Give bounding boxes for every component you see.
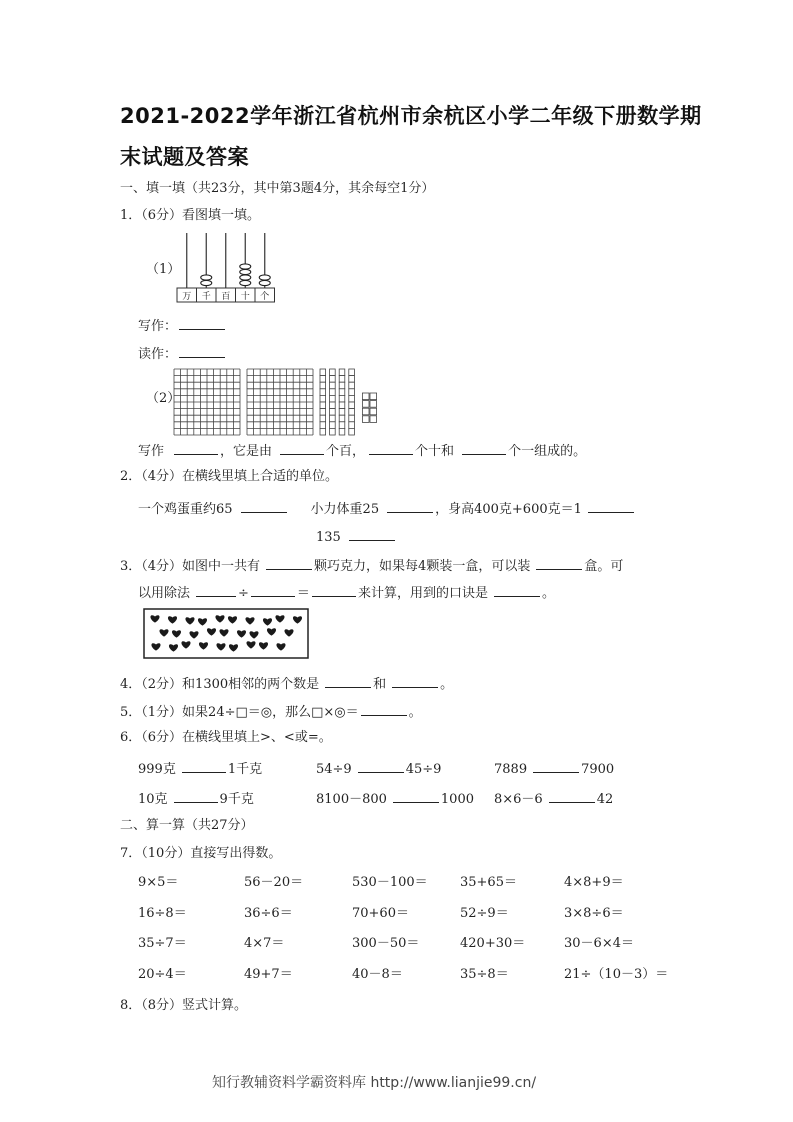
abacus-bead [240,269,251,274]
q3-text: 来计算，用到的口诀是 [357,586,488,601]
answer-blank[interactable] [588,499,634,513]
q6-row1-item1 [138,759,262,778]
unit-cube [362,393,369,400]
q5-text: 。 [408,705,422,720]
answer-blank[interactable] [387,499,433,513]
answer-blank[interactable] [174,789,218,803]
abacus-place-label: 十 [240,292,250,302]
q3-text: ＝ [296,586,310,601]
calc-item: 4×7＝ [244,936,285,951]
answer-blank[interactable] [325,674,371,688]
compare-right: 42 [596,792,614,807]
answer-blank[interactable] [241,499,287,513]
abacus-bead [240,275,251,280]
abacus-bead [201,280,212,285]
answer-blank[interactable] [361,702,407,716]
q1-part1-label: （1） [146,262,181,277]
q1-line-text: 写作 [138,444,165,459]
section2-heading: 二、算一算（共27分） [120,818,254,833]
compare-right: 7900 [581,762,615,777]
base-ten-blocks-figure [174,368,374,428]
answer-blank[interactable] [174,441,218,455]
calc-item: 4×8+9＝ [564,875,624,890]
abacus-place-label: 千 [201,292,211,302]
calc-item: 3×8÷6＝ [564,906,624,921]
answer-blank[interactable] [196,583,236,597]
calc-item: 21÷（10－3）＝ [564,967,669,982]
q6-row2-item3 [494,789,613,808]
q4-text: 4．（2分）和1300相邻的两个数是 [120,677,320,692]
calc-item: 300－50＝ [352,936,420,951]
answer-blank[interactable] [179,316,225,330]
calc-item: 35÷7＝ [138,936,187,951]
q7-stem: 7．（10分）直接写出得数。 [120,846,282,861]
unit-cube [362,416,369,423]
q6-row1-item3 [494,759,614,778]
calc-item: 20÷4＝ [138,967,187,982]
q2-line1 [138,499,636,518]
q6-row1-item2 [316,759,441,778]
calc-item: 35÷8＝ [460,967,509,982]
calc-item: 52÷9＝ [460,906,509,921]
q6-stem: 6．（6分）在横线里填上>、<或=。 [120,730,332,745]
footer-watermark: 知行教辅资料学霸资料库 http://www.lianjie99.cn/ [212,1075,537,1091]
answer-blank[interactable] [349,527,395,541]
q1-write-row [138,316,227,335]
q2-text: 一个鸡蛋重约65 [138,502,233,517]
ten-rod [349,369,355,435]
q1-fill-line [138,441,586,460]
q4-line [120,674,453,693]
q1-part2-label: （2） [146,391,181,406]
section1-heading: 一、填一填（共23分，其中第3题4分，其余每空1分） [120,181,435,196]
q8-stem: 8．（8分）竖式计算。 [120,998,248,1013]
q6-row2-item1 [138,789,254,808]
calc-item: 420+30＝ [460,936,526,951]
hundred-block [247,369,313,435]
calc-item: 40－8＝ [352,967,403,982]
answer-blank[interactable] [392,674,438,688]
answer-blank[interactable] [251,583,295,597]
q3-text: 颗巧克力，如果每4颗装一盒，可以装 [314,559,531,574]
compare-left: 54÷9 [316,762,352,777]
page-title-line2: 末试题及答案 [120,145,249,169]
ten-rod [339,369,345,435]
answer-blank[interactable] [266,556,312,570]
compare-left: 8×6－6 [494,792,543,807]
abacus-bead [240,280,251,285]
abacus-place-label: 万 [182,292,192,302]
answer-blank[interactable] [179,344,225,358]
compare-left: 7889 [494,762,528,777]
abacus-bead [201,275,212,280]
calc-item: 70+60＝ [352,906,409,921]
q5-text: 5．（1分）如果24÷□＝◎，那么□×◎＝ [120,705,359,720]
q5-line [120,702,422,721]
q4-text: 和 [373,677,387,692]
calc-item: 35+65＝ [460,875,517,890]
unit-cube [370,401,377,408]
answer-blank[interactable] [536,556,582,570]
unit-cube [362,408,369,415]
q2-stem: 2．（4分）在横线里填上合适的单位。 [120,469,339,484]
abacus-place-label: 百 [221,292,231,302]
answer-blank[interactable] [182,759,226,773]
unit-cube [362,401,369,408]
answer-blank[interactable] [549,789,595,803]
compare-left: 999克 [138,762,176,777]
ten-rod [320,369,326,435]
compare-right: 1000 [440,792,474,807]
answer-blank[interactable] [280,441,324,455]
q3-text: 盒。可 [584,559,624,574]
q6-row2-item2 [316,789,474,808]
answer-blank[interactable] [393,789,439,803]
q1-read-row [138,344,227,363]
page-title-line1: 2021-2022学年浙江省杭州市余杭区小学二年级下册数学期 [120,104,702,128]
q1-line-text: 个百， [326,444,366,459]
abacus-bead [240,264,251,269]
abacus-place-label: 个 [260,292,270,302]
q4-text: 。 [440,677,454,692]
answer-blank[interactable] [494,583,540,597]
q1-stem: 1．（6分）看图填一填。 [120,208,261,223]
q2-line2 [316,527,397,546]
answer-blank[interactable] [533,759,579,773]
q2-text: 小力体重25 [310,502,380,517]
write-label: 写作： [138,319,178,334]
answer-blank[interactable] [358,759,404,773]
answer-blank[interactable] [369,441,413,455]
ten-rod [330,369,336,435]
q3-line1 [120,556,623,575]
answer-blank[interactable] [462,441,506,455]
calc-item: 16÷8＝ [138,906,187,921]
q3-text: ÷ [238,586,249,601]
compare-left: 10克 [138,792,168,807]
read-label: 读作： [138,347,178,362]
answer-blank[interactable] [312,583,356,597]
calc-item: 56－20＝ [244,875,304,890]
q2-text: ，身高400克+600克＝1 [435,502,582,517]
q3-text: 以用除法 [138,586,191,601]
q1-line-text: ，它是由 [220,444,273,459]
unit-cube [370,408,377,415]
compare-right: 9千克 [219,792,254,807]
calc-item: 30－6×4＝ [564,936,634,951]
calc-item: 530－100＝ [352,875,428,890]
q3-line2 [138,583,555,602]
q2-text: 135 [316,530,341,545]
chocolate-hearts-figure [143,608,309,659]
abacus-bead [259,275,270,280]
compare-right: 45÷9 [405,762,442,777]
q1-line-text: 个一组成的。 [508,444,587,459]
compare-right: 1千克 [227,762,263,777]
calc-item: 36÷6＝ [244,906,293,921]
unit-cube [370,393,377,400]
calc-item: 9×5＝ [138,875,179,890]
calc-item: 49+7＝ [244,967,293,982]
abacus-bead [259,280,270,285]
abacus-figure [176,230,276,304]
q1-line-text: 个十和 [415,444,455,459]
compare-left: 8100－800 [316,792,387,807]
hundred-block [174,369,240,435]
unit-cube [370,416,377,423]
q3-text: 3．（4分）如图中一共有 [120,559,261,574]
q3-text: 。 [541,586,555,601]
